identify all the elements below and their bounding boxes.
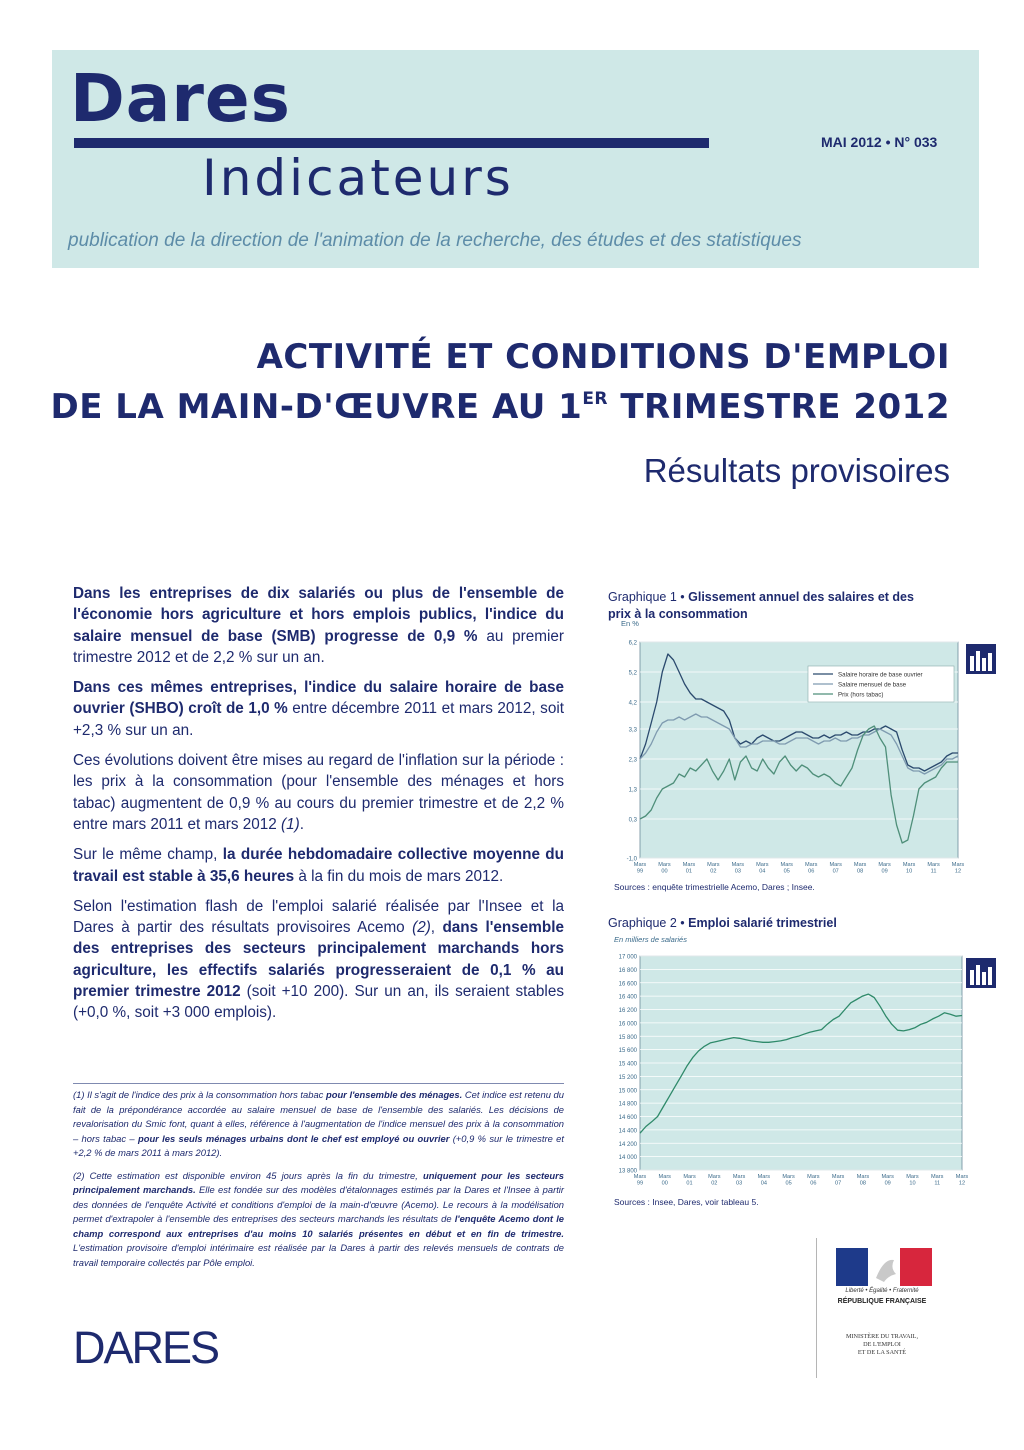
- chart1-xtick-label: Mars 01: [682, 862, 696, 875]
- footnote-1-bold-a: pour l'ensemble des ménages.: [326, 1089, 463, 1100]
- chart2-xtick-label: Mars 09: [881, 1174, 894, 1187]
- paragraph-shbo-rest: entre décembre 2011 et mars 2012, soit +2,3 % sur un an.: [73, 700, 564, 739]
- chart1-source: Sources : enquête trimestrielle Acemo, Dares ; Insee.: [614, 882, 815, 892]
- publication-line: publication de la direction de l'animation de la recherche, des études et des statistiques: [68, 230, 802, 251]
- chart2-xtick-label: Mars 04: [757, 1174, 771, 1187]
- chart2-xtick-label: Mars 07: [831, 1174, 845, 1187]
- masthead: [52, 50, 979, 268]
- dares-footer-logo: DARES: [73, 1322, 219, 1373]
- chart2-ytick-label: 13 800: [618, 1168, 637, 1175]
- chart2-xtick-label: Mars 02: [708, 1174, 721, 1187]
- paragraph-duree-bold: la durée hebdomadaire collective moyenne du travail est stable à 35,6 heures: [73, 846, 564, 885]
- chart1-xtick-label: Mars 11: [927, 862, 940, 875]
- ministry-name: MINISTÈRE DU TRAVAIL, DE L'EMPLOI ET DE LA SANTÉ: [845, 1333, 919, 1356]
- chart1-xtick-label: Mars 07: [829, 862, 842, 875]
- footnote-1-text-c: (+0,9 % sur le trimestre et +2,2 % de mars 2011 à mars 2012).: [73, 1132, 564, 1158]
- paragraph-emploi-bold: dans l'ensemble des entreprises des secteurs principalement marchands hors agriculture, les effectifs salariés progresseraient de 0,1 % au premier trimestre 2012: [73, 919, 564, 1001]
- chart2-source: Sources : Insee, Dares, voir tableau 5.: [614, 1197, 759, 1207]
- footnote-2-text-b: Elle est fondée sur des modèles d'étalonnages estimés par la Dares et l'Insee à partir des données de l'enquête Activité et conditions d'emploi de la main-d'œuvre (Acemo). Le recours à la modélisation permet d'extrapoler à l'ensemble des entreprises des secteurs marchands les résultats de: [73, 1184, 564, 1224]
- issue-number: MAI 2012 • N° 033: [821, 134, 938, 150]
- chart1-ytick-label: -1,0: [626, 856, 637, 863]
- chart1-ytick-label: 2,3: [628, 757, 637, 764]
- chart2-xtick-label: Mars 01: [683, 1174, 696, 1187]
- footnote-2-text-c: L'estimation provisoire d'emploi intérimaire est réalisée par la Dares à partir des relevés mensuels de contrats de travail temporaire collectés par Pôle emploi.: [73, 1242, 564, 1268]
- paragraph-emploi-comma: ,: [430, 919, 443, 937]
- chart1-caption: [608, 589, 928, 623]
- footnote-2-text-a: (2) Cette estimation est disponible environ 45 jours après la fin du trimestre,: [73, 1169, 423, 1181]
- chart1-xtick-label: Mars 05: [780, 862, 793, 875]
- page-subtitle: Résultats provisoires: [643, 452, 950, 489]
- chart2-ytick-label: 15 200: [618, 1074, 637, 1081]
- footnote-ref-2: (2): [412, 919, 431, 937]
- paragraph-emploi-text: Selon l'estimation flash de l'emploi salarié réalisée par l'Insee et la Dares à partir des résultats provisoires Acemo: [73, 897, 564, 937]
- paragraph-smb-rest: au premier trimestre 2012 et de 2,2 % sur un an.: [73, 627, 564, 666]
- footnote-2-bold-b: l'enquête Acemo dont le champ correspond aux entreprises d'au moins 10 salariés présentes en début et en fin de trimestre.: [73, 1213, 565, 1239]
- chart1-ytick-label: 4,2: [628, 700, 637, 707]
- chart2-xtick-label: Mars 08: [856, 1174, 870, 1187]
- chart2-xtick-label: Mars 03: [732, 1174, 746, 1187]
- dares-logo-wordmark: Dares: [70, 60, 291, 137]
- chart1-xtick-label: Mars 99: [633, 862, 647, 875]
- chart1-ytick-label: 6,2: [628, 640, 637, 647]
- chart1-xtick-label: Mars 08: [853, 862, 867, 875]
- chart1-ytick-label: 1,3: [628, 787, 637, 794]
- title-line2-prefix: DE LA MAIN-D'ŒUVRE AU 1: [50, 387, 583, 427]
- footnote-1-text-b: Cet indice est retenu du fait de la prépondérance accordée au salaire mensuel de base de l'ensemble des salariés. Les décisions de revalorisation du Smic font, quant à elles, référence à l'augmentation de l'indice mensuel des prix à la consommation – hors tabac –: [73, 1089, 564, 1144]
- chart1-ytick-label: 3,3: [628, 727, 637, 734]
- chart1-legend-label: Salaire horaire de base ouvrier: [838, 671, 923, 679]
- chart2-ylabel: En milliers de salariés: [614, 935, 687, 944]
- indicateurs-wordmark: Indicateurs: [202, 149, 514, 207]
- paragraph-inflation: [73, 750, 564, 835]
- page-title-line2: [51, 387, 951, 427]
- title-line2-suffix: TRIMESTRE 2012: [608, 387, 950, 427]
- paragraph-duree-rest: à la fin du mois de mars 2012.: [294, 867, 504, 885]
- chart1-svg: [608, 628, 968, 884]
- footnote-1-text-a: (1) Il s'agit de l'indice des prix à la consommation hors tabac: [73, 1089, 326, 1100]
- paragraph-inflation-end: .: [299, 815, 304, 833]
- footnote-2: [73, 1169, 564, 1271]
- page-title-line1: ACTIVITÉ ET CONDITIONS D'EMPLOI: [256, 337, 950, 377]
- chart2-ytick-label: 14 400: [618, 1128, 637, 1135]
- paragraph-shbo-bold: Dans ces mêmes entreprises, l'indice du salaire horaire de base ouvrier (SHBO) croît de 1,0 %: [73, 679, 564, 718]
- chart2-ytick-label: 15 800: [618, 1034, 637, 1041]
- paragraph-duree: [73, 844, 564, 887]
- chart2-ytick-label: 16 400: [618, 994, 637, 1001]
- chart2-ytick-label: 15 000: [618, 1088, 637, 1095]
- chart2-ytick-label: 14 800: [618, 1101, 637, 1108]
- chart2-xtick-label: Mars 11: [931, 1174, 944, 1187]
- chart1-xtick-label: Mars 00: [658, 862, 671, 875]
- article-body: [73, 583, 564, 1033]
- bar-chart-icon[interactable]: [966, 958, 996, 993]
- logo-rule: [74, 138, 709, 148]
- chart1-ylabel: En %: [621, 619, 639, 628]
- chart2-ytick-label: 14 200: [618, 1141, 637, 1148]
- bar-chart-icon-svg: [966, 644, 996, 674]
- chart1-number: Graphique 1 •: [608, 590, 685, 604]
- paragraph-inflation-text: Ces évolutions doivent être mises au regard de l'inflation sur la période : les prix à la consommation (pour l'ensemble des ménages et hors tabac) augmentent de 0,9 % au cours du premier trimestre et de 2,2 % entre mars 2011 et mars 2012: [73, 752, 564, 833]
- footnotes: [73, 1083, 564, 1278]
- chart2-caption: [608, 915, 928, 932]
- chart1-ytick-label: 5,2: [628, 670, 637, 677]
- chart1-ytick-label: 0,3: [628, 817, 637, 824]
- chart2-svg: [608, 944, 968, 1196]
- french-flag-logo: [836, 1248, 932, 1286]
- chart2-xtick-label: Mars 00: [658, 1174, 671, 1187]
- footnote-2-bold-a: uniquement pour les secteurs principalement marchands.: [73, 1169, 564, 1195]
- chart1-xtick-label: Mars 02: [707, 862, 720, 875]
- chart1-legend-label: Salaire mensuel de base: [838, 681, 907, 689]
- chart2-ytick-label: 14 000: [618, 1155, 637, 1162]
- chart2-xtick-label: Mars 05: [782, 1174, 795, 1187]
- chart1-xtick-label: Mars 06: [805, 862, 818, 875]
- footnote-1: [73, 1088, 564, 1161]
- footnote-ref-1: (1): [281, 815, 300, 833]
- chart2-ytick-label: 17 000: [618, 954, 637, 961]
- title-superscript: ER: [582, 389, 609, 409]
- chart2-ytick-label: 16 600: [618, 981, 637, 988]
- paragraph-emploi-rest: (soit +10 200). Sur un an, ils seraient stables (+0,0 %, soit +3 000 emplois).: [73, 983, 564, 1022]
- chart2-xtick-label: Mars 12: [955, 1174, 968, 1187]
- chart1-xtick-label: Mars 03: [731, 862, 745, 875]
- rf-motto: Liberté • Égalité • Fraternité: [845, 1288, 919, 1294]
- paragraph-smb-bold: Dans les entreprises de dix salariés ou plus de l'ensemble de l'économie hors agriculture et hors emplois publics, l'indice du salaire mensuel de base (SMB) progresse de 0,9 %: [73, 585, 564, 645]
- chart1-legend-label: Prix (hors tabac): [838, 691, 884, 699]
- chart1-title: Glissement annuel des salaires et des prix à la consommation: [608, 590, 914, 621]
- chart1-xtick-label: Mars 09: [878, 862, 891, 875]
- chart2-title: Emploi salarié trimestriel: [688, 916, 837, 930]
- chart2-ytick-label: 16 000: [618, 1021, 637, 1028]
- chart2-ytick-label: 15 600: [618, 1048, 637, 1055]
- footnote-1-bold-b: pour les seuls ménages urbains dont le chef est employé ou ouvrier: [137, 1132, 450, 1144]
- chart2-xtick-label: Mars 06: [807, 1174, 820, 1187]
- paragraph-shbo: [73, 677, 564, 741]
- paragraph-duree-text: Sur le même champ,: [73, 846, 223, 864]
- chart1-xtick-label: Mars 10: [902, 862, 916, 875]
- bar-chart-icon-svg: [966, 958, 996, 988]
- chart2-ytick-label: 16 800: [618, 967, 637, 974]
- rf-name: RÉPUBLIQUE FRANÇAISE: [837, 1298, 927, 1305]
- chart2-ytick-label: 15 400: [618, 1061, 637, 1068]
- chart2-ytick-label: 14 600: [618, 1115, 637, 1121]
- chart1-xtick-label: Mars 12: [951, 862, 965, 875]
- chart1-xtick-label: Mars 04: [756, 862, 769, 875]
- chart2-ytick-label: 16 200: [618, 1008, 637, 1014]
- chart2-number: Graphique 2 •: [608, 916, 685, 930]
- paragraph-smb: [73, 583, 564, 668]
- chart2-xtick-label: Mars 99: [633, 1174, 647, 1187]
- chart2-xtick-label: Mars 10: [906, 1174, 919, 1187]
- paragraph-emploi: [73, 896, 564, 1024]
- bar-chart-icon[interactable]: [966, 644, 996, 679]
